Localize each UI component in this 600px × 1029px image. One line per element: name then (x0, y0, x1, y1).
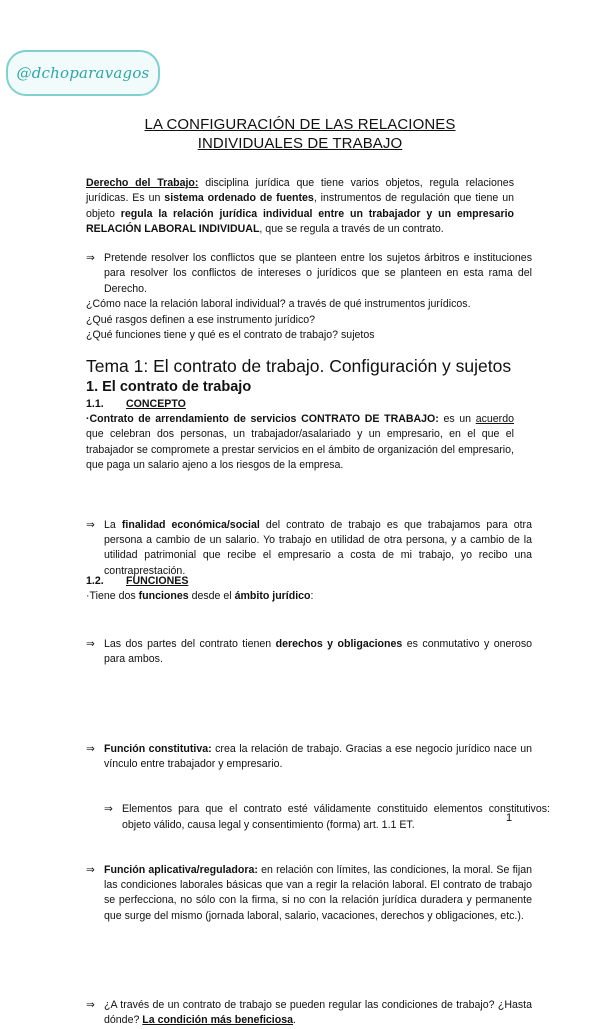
tema-heading: Tema 1: El contrato de trabajo. Configuración y sujetos (86, 356, 512, 376)
intro-question-1: ¿Cómo nace la relación laboral individual? a través de qué instrumentos jurídicos. (86, 298, 471, 310)
title-line-1: LA CONFIGURACIÓN DE LAS RELACIONES (144, 116, 456, 133)
arrow-icon: ⇒ (104, 803, 113, 816)
funciones-intro: ·Tiene dos funciones desde el ámbito jurídico: (86, 590, 314, 602)
funcion-aplicativa: ⇒ Función aplicativa/reguladora: en relación con límites, las condiciones, la moral. Se fijan las condiciones laborales básicas que van a regir la relación laboral. El contrato de trabajo se perfecciona, no sólo con la firma, si no con la relación jurídica duradera y permanente que surge del mismo (jornada laboral, salario, vacaciones, derechos y obligaciones, etc.). (86, 863, 532, 922)
title-line-2: INDIVIDUALES DE TRABAJO (197, 135, 403, 152)
intro-question-2: ¿Qué rasgos definen a ese instrumento jurídico? (86, 314, 316, 326)
concepto-bullet-1: ⇒ La finalidad económica/social del contrato de trabajo es que trabajamos para otra persona a cambio de un salario. Yo trabajo en utilidad de otra persona, y a cambio de la utilidad patrimonial que recibe el empresario a costa de mi trabajo, yo recibo una contraprestación. (86, 518, 532, 577)
arrow-icon: ⇒ (86, 863, 95, 876)
arrow-icon: ⇒ (86, 252, 95, 264)
subsection-heading-concepto: 1.1. CONCEPTO (86, 398, 186, 410)
arrow-icon: ⇒ (86, 638, 95, 651)
concepto-paragraph: ·Contrato de arrendamiento de servicios CONTRATO DE TRABAJO: es un acuerdo que celebran dos personas, un trabajador/asalariado y un empresario, en el que el trabajador se compromete a prestar servicios en el ámbito de organización del empresario, que paga un salario ajeno a los riesgos de la empresa. (86, 413, 514, 471)
intro-question-3: ¿Qué funciones tiene y qué es el contrato de trabajo? sujetos (86, 329, 375, 341)
concepto-bullet-2: ⇒ Las dos partes del contrato tienen derechos y obligaciones es conmutativo y oneroso para ambos. (86, 638, 533, 666)
intro-term: Derecho del Trabajo: (86, 177, 199, 189)
intro-bullet: ⇒ Pretende resolver los conflictos que se planteen entre los sujetos árbitros e instituciones para resolver los conflictos de intereses o jurídicos que se planteen en esta rama del Derecho. (86, 252, 532, 295)
funcion-constitutiva-sub: ⇒ Elementos para que el contrato esté válidamente constituido elementos constitutivos: objeto válido, causa legal y consentimiento (forma) art. 1.1 ET. (104, 803, 550, 831)
subsection-heading-funciones: 1.2. FUNCIONES (86, 575, 189, 587)
arrow-icon: ⇒ (86, 742, 95, 755)
document-title (60, 115, 540, 153)
page-number: 1 (506, 812, 513, 824)
funciones-question: ⇒ ¿A través de un contrato de trabajo se pueden regular las condiciones de trabajo? ¿Hasta dónde? La condición más beneficiosa. (86, 999, 532, 1027)
arrow-icon: ⇒ (86, 999, 95, 1012)
arrow-icon: ⇒ (86, 518, 95, 531)
funcion-constitutiva: ⇒ Función constitutiva: crea la relación de trabajo. Gracias a ese negocio jurídico nace un vínculo entre trabajador y empresario. (86, 742, 532, 770)
intro-paragraph: Derecho del Trabajo: disciplina jurídica que tiene varios objetos, regula relaciones jurídicas. Es un sistema ordenado de fuentes, instrumentos de regulación que tiene un objeto regula la relación jurídica individual entre un trabajador y un empresario RELACIÓN LABORAL INDIVIDUAL, que se regula a través de un contrato. (86, 177, 514, 235)
brand-logo: @dchoparavagos (6, 50, 160, 96)
section-heading-1: 1. El contrato de trabajo (86, 379, 252, 395)
